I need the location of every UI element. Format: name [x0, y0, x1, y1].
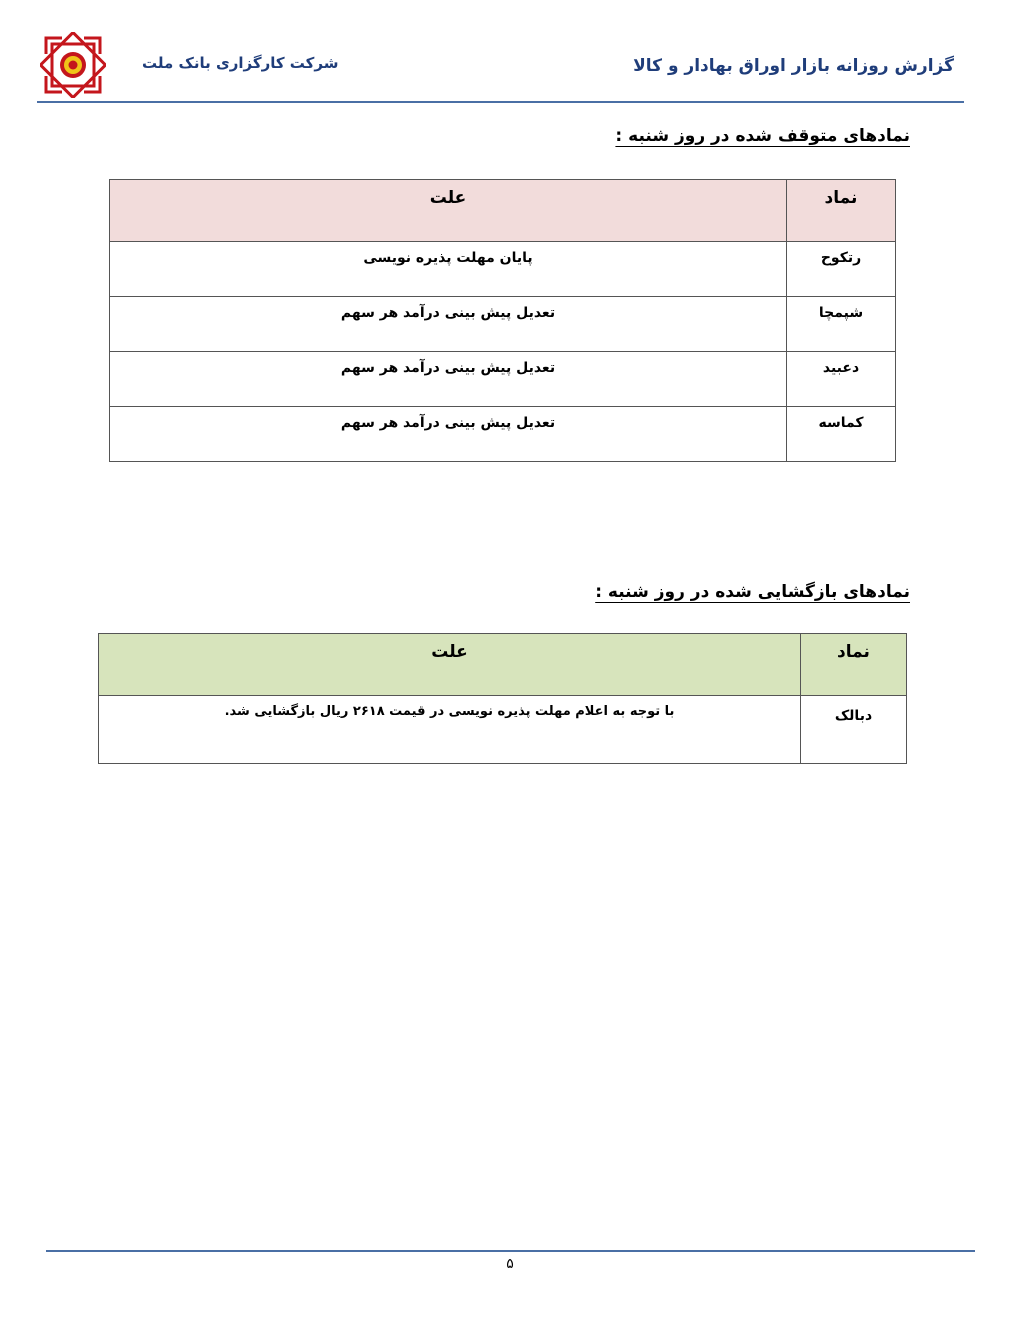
header-divider [37, 101, 964, 103]
table-row [99, 696, 907, 764]
reopened-heading: نمادهای بازگشایی شده در روز شنبه : [595, 582, 910, 602]
column-header-symbol: نماد [787, 180, 896, 242]
symbol-cell: دبالک [801, 696, 907, 764]
symbol-cell: شپمچا [787, 297, 896, 352]
column-header-symbol: نماد [801, 634, 907, 696]
table-header-row [99, 634, 907, 696]
halted-heading: نمادهای متوقف شده در روز شنبه : [615, 126, 910, 146]
report-title: گزارش روزانه بازار اوراق بهادار و کالا [633, 56, 954, 76]
table-header-row [110, 180, 896, 242]
halted-table [109, 179, 896, 462]
bank-mellat-logo-icon [40, 32, 106, 98]
reopened-table [98, 633, 907, 764]
company-name: شرکت کارگزاری بانک ملت [142, 54, 339, 72]
table-row [110, 352, 896, 407]
table-row [110, 297, 896, 352]
reason-cell: پایان مهلت پذیره نویسی [110, 242, 787, 297]
table-row [110, 242, 896, 297]
reason-cell: تعدیل پیش بینی درآمد هر سهم [110, 407, 787, 462]
table-row [110, 407, 896, 462]
reason-cell: تعدیل پیش بینی درآمد هر سهم [110, 352, 787, 407]
symbol-cell: دعبید [787, 352, 896, 407]
footer-divider [46, 1250, 975, 1252]
reason-cell: تعدیل پیش بینی درآمد هر سهم [110, 297, 787, 352]
symbol-cell: رتکوح [787, 242, 896, 297]
column-header-reason: علت [99, 634, 801, 696]
symbol-cell: کماسه [787, 407, 896, 462]
reason-cell: با توجه به اعلام مهلت پذیره نویسی در قیمت ۲۶۱۸ ریال بازگشایی شد. [99, 696, 801, 764]
column-header-reason: علت [110, 180, 787, 242]
page-number: ۵ [506, 1256, 514, 1272]
